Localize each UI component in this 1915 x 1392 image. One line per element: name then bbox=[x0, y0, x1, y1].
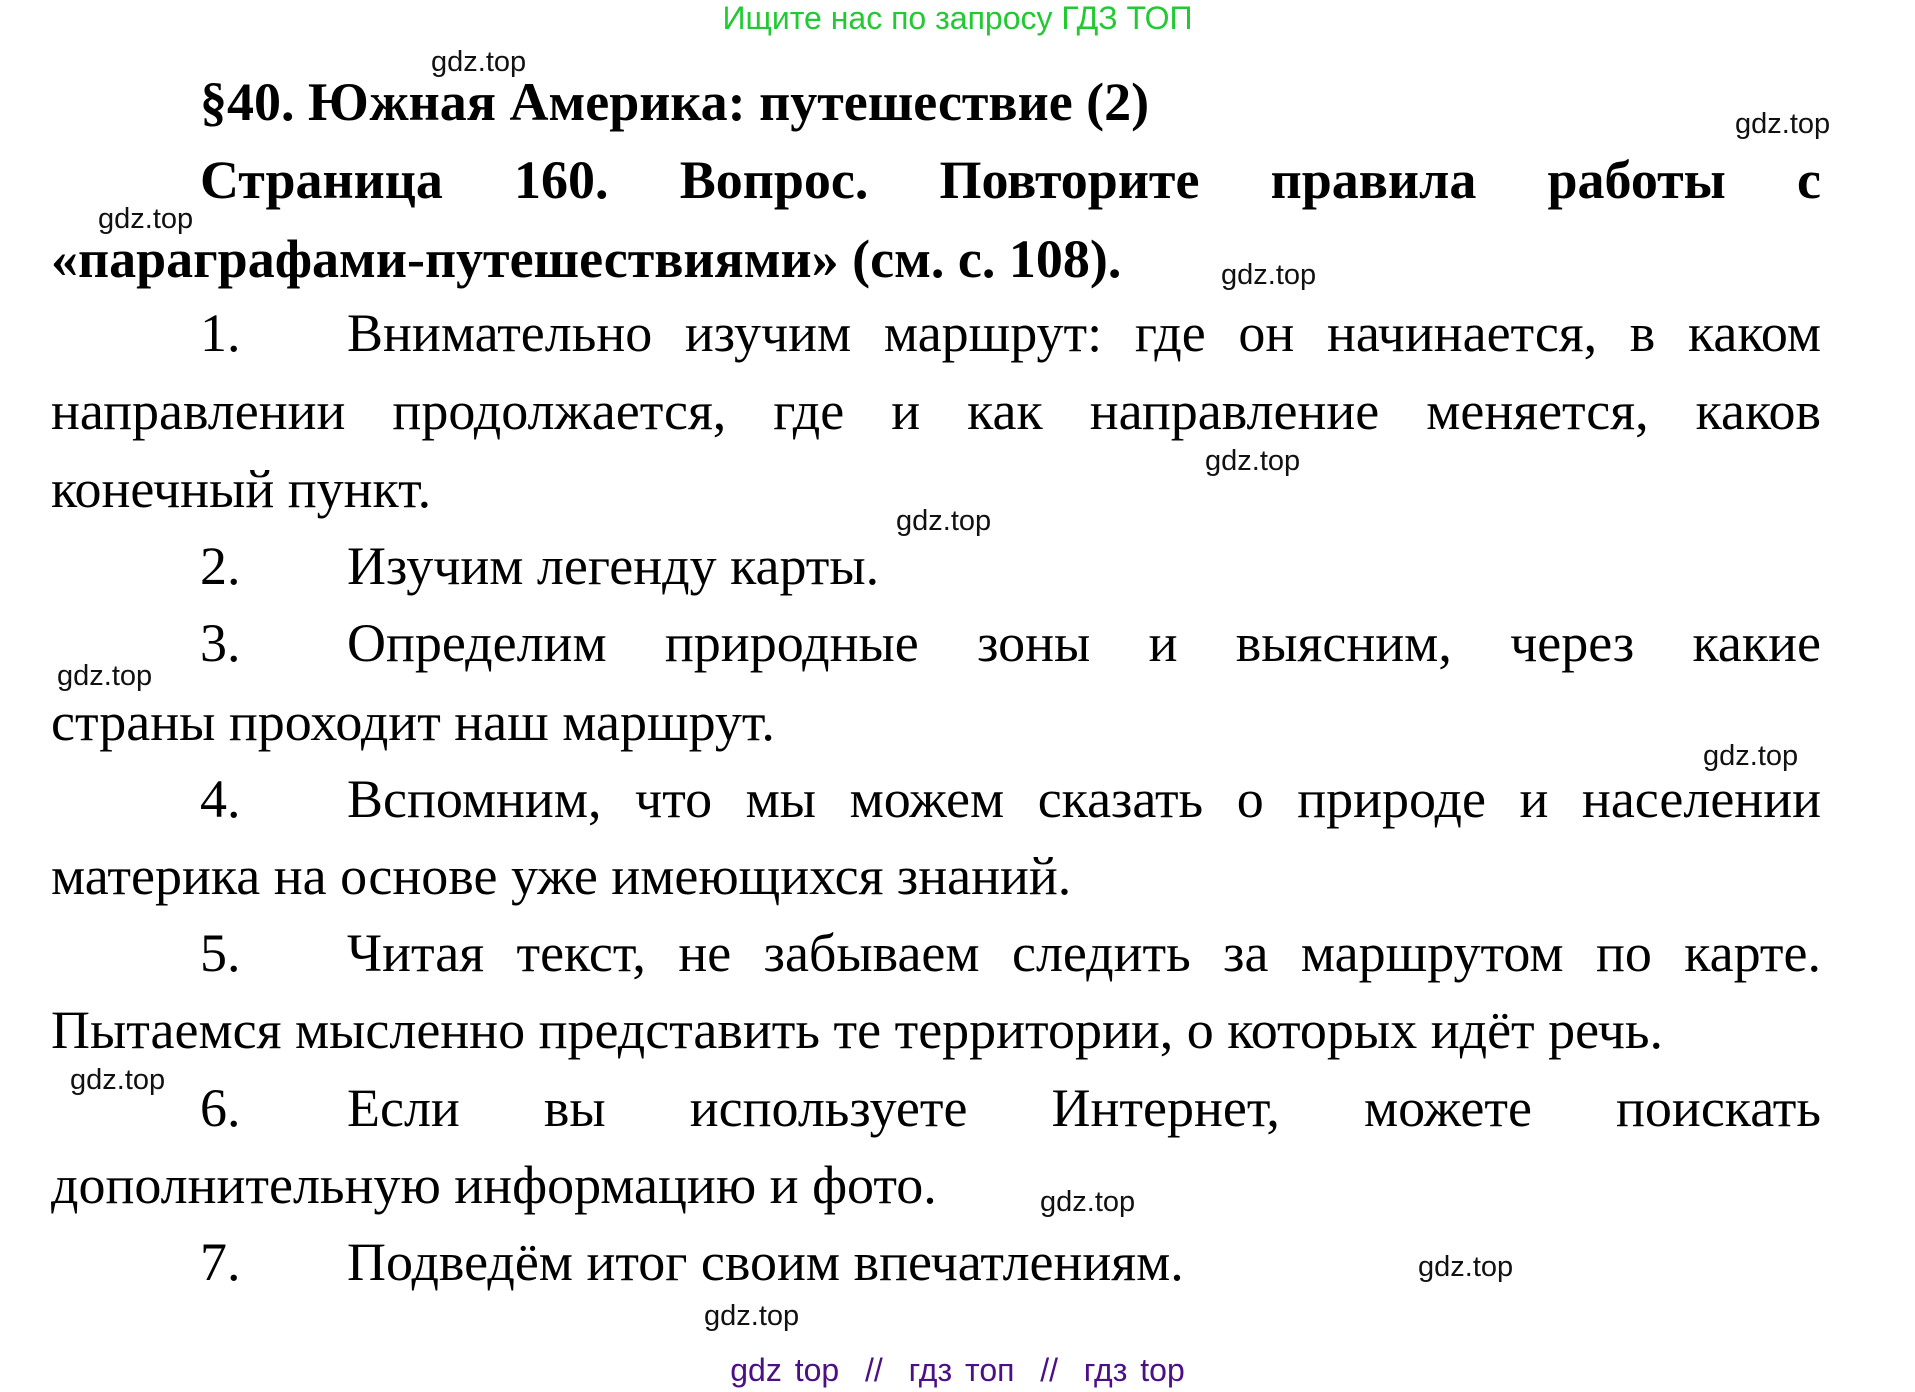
item-text: Вспомним, что мы можем сказать о природе и населении bbox=[347, 769, 1821, 829]
footer-links: gdz top // гдз топ // гдз top bbox=[730, 1352, 1185, 1388]
search-hint-banner: Ищите нас по запросу ГДЗ ТОП bbox=[722, 0, 1193, 36]
list-item-2 bbox=[200, 536, 879, 596]
watermark: gdz.top bbox=[1418, 1251, 1514, 1283]
heading-word: с bbox=[1796, 150, 1821, 210]
list-item-1-line-2: направлении продолжается, где и как направление меняется, каков bbox=[51, 381, 1821, 441]
question-heading-line-1 bbox=[200, 150, 1821, 210]
list-item-6-line-2: дополнительную информацию и фото. bbox=[51, 1155, 937, 1215]
item-text: Изучим легенду карты. bbox=[347, 536, 880, 596]
heading-word: правила bbox=[1270, 150, 1477, 210]
watermark: gdz.top bbox=[1205, 445, 1301, 477]
list-item-1 bbox=[200, 303, 1821, 363]
list-item-5 bbox=[200, 923, 1821, 983]
item-number: 2. bbox=[200, 536, 241, 596]
list-item-3 bbox=[200, 613, 1821, 673]
list-item-7 bbox=[200, 1232, 1184, 1292]
heading-word: 160. bbox=[514, 150, 609, 210]
item-number: 5. bbox=[200, 923, 241, 983]
watermark: gdz.top bbox=[57, 660, 153, 692]
heading-word: Повторите bbox=[939, 150, 1200, 210]
page-title: §40. Южная Америка: путешествие (2) bbox=[200, 72, 1150, 132]
watermark: gdz.top bbox=[98, 203, 194, 235]
watermark: gdz.top bbox=[70, 1064, 166, 1096]
list-item-1-line-3: конечный пункт. bbox=[51, 459, 432, 519]
item-text: Если вы используете Интернет, можете поискать bbox=[347, 1078, 1821, 1138]
heading-word: Вопрос. bbox=[679, 150, 869, 210]
item-text: Читая текст, не забываем следить за маршрутом по карте. bbox=[347, 923, 1821, 983]
list-item-6 bbox=[200, 1078, 1821, 1138]
watermark: gdz.top bbox=[1703, 740, 1799, 772]
item-number: 1. bbox=[200, 303, 241, 363]
list-item-4-line-2: материка на основе уже имеющихся знаний. bbox=[51, 846, 1072, 906]
item-number: 3. bbox=[200, 613, 241, 673]
watermark: gdz.top bbox=[1221, 259, 1317, 291]
item-number: 7. bbox=[200, 1232, 241, 1292]
watermark: gdz.top bbox=[431, 46, 527, 78]
heading-word: работы bbox=[1547, 150, 1726, 210]
list-item-5-line-2: Пытаемся мысленно представить те территории, о которых идёт речь. bbox=[51, 1000, 1664, 1060]
list-item-3-line-2: страны проходит наш маршрут. bbox=[51, 692, 775, 752]
list-item-4 bbox=[200, 769, 1821, 829]
watermark: gdz.top bbox=[1735, 108, 1831, 140]
item-text: Внимательно изучим маршрут: где он начинается, в каком bbox=[347, 303, 1821, 363]
item-text: Подведём итог своим впечатлениям. bbox=[347, 1232, 1184, 1292]
watermark: gdz.top bbox=[896, 505, 992, 537]
item-number: 4. bbox=[200, 769, 241, 829]
question-heading-line-2: «параграфами-путешествиями» (см. с. 108). bbox=[51, 229, 1122, 289]
watermark: gdz.top bbox=[1040, 1186, 1136, 1218]
item-text: Определим природные зоны и выясним, через какие bbox=[347, 613, 1821, 673]
watermark: gdz.top bbox=[704, 1300, 800, 1332]
item-number: 6. bbox=[200, 1078, 241, 1138]
heading-word: Страница bbox=[200, 150, 443, 210]
